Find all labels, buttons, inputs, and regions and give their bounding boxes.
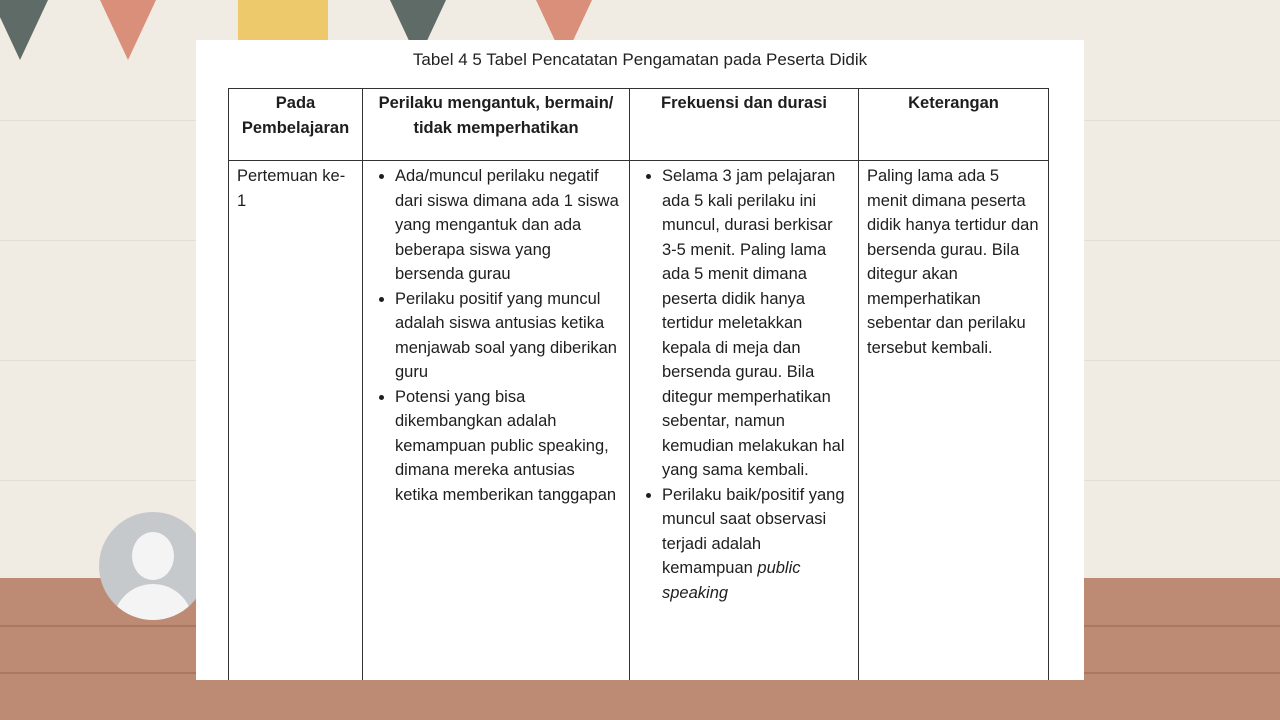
header-frekuensi: Frekuensi dan durasi: [630, 89, 859, 161]
document-page: [196, 40, 1084, 680]
user-avatar-icon: [99, 512, 207, 620]
table-caption: Tabel 4 5 Tabel Pencatatan Pengamatan pada Peserta Didik: [412, 50, 868, 69]
header-pembelajaran: Pada Pembelajaran: [229, 89, 363, 161]
list-item: • Selama 3 jam pelajaran ada 5 kali perilaku ini muncul, durasi berkisar 3-5 menit. Paling lama ada 5 menit dimana peserta didik hanya tertidur meletakkan kepala di meja dan bersenda gurau. Bila ditegur memperhatikan sebentar, namun kemudian melakukan hal yang sama kembali.: [662, 164, 850, 483]
cell-pembelajaran: Pertemuan ke-1: [229, 161, 363, 681]
header-keterangan: Keterangan: [859, 89, 1049, 161]
table-header-row: [229, 89, 1049, 161]
observation-table: [228, 88, 1049, 680]
list-item: • Perilaku positif yang muncul adalah siswa antusias ketika menjawab soal yang diberikan guru: [395, 287, 621, 385]
list-item: [662, 483, 850, 606]
table-row: [229, 161, 1049, 681]
list-item-text: Perilaku baik/positif yang muncul saat observasi terjadi adalah kemampuan: [662, 485, 845, 577]
header-perilaku: Perilaku mengantuk, bermain/ tidak memperhatikan: [363, 89, 630, 161]
italic-term: public speaking: [662, 559, 801, 602]
cell-keterangan: Paling lama ada 5 menit dimana peserta didik hanya tertidur dan bersenda gurau. Bila ditegur akan memperhatikan sebentar dan perilaku tersebut kembali.: [859, 161, 1049, 681]
list-item: • Potensi yang bisa dikembangkan adalah kemampuan public speaking, dimana mereka antusias ketika memberikan tanggapan: [395, 385, 621, 508]
cell-frekuensi: [630, 161, 859, 681]
list-item: • Ada/muncul perilaku negatif dari siswa dimana ada 1 siswa yang mengantuk dan ada beberapa siswa yang bersenda gurau: [395, 164, 621, 287]
cell-perilaku: [363, 161, 630, 681]
